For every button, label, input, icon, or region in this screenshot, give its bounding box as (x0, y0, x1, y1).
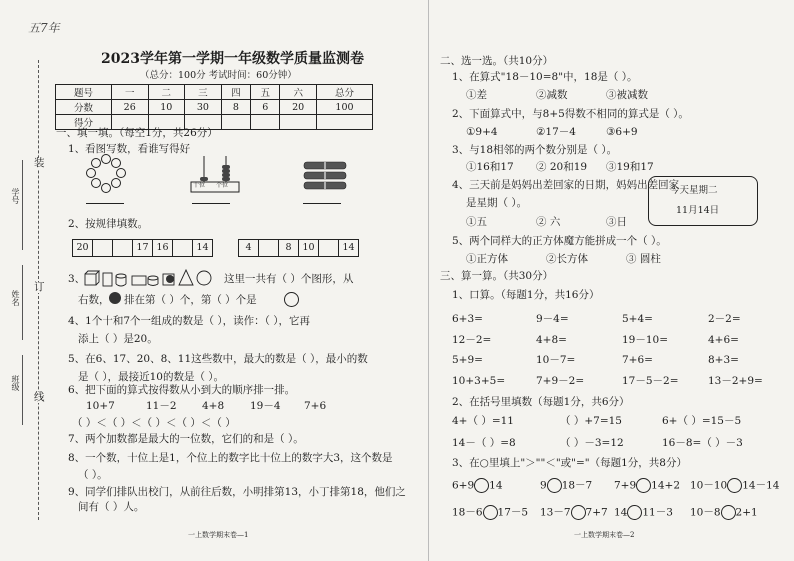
answer-blank-1[interactable] (86, 203, 124, 204)
circle-ring-figure (84, 154, 128, 194)
calc-q3: 3、在○里填上"＞""＜"或"="（每题1分，共8分） (452, 457, 687, 469)
oral-problem: 4+6= (708, 334, 739, 346)
oral-problem: 10－7= (536, 354, 576, 366)
q6-expr: 7+6 (304, 400, 327, 412)
compare-circle[interactable] (483, 505, 498, 520)
seq1-cell[interactable] (173, 240, 193, 256)
choice-q2-opt[interactable]: ①9+4 (466, 126, 498, 138)
score-table-header-row: 题号 一 二 三 四 五 六 总分 (56, 85, 373, 100)
side-char-ding: 订 (34, 281, 45, 293)
calendar-box (648, 176, 758, 226)
seq2-cell[interactable] (259, 240, 279, 256)
choice-q4-opt[interactable]: ①五 (466, 216, 487, 228)
stick-bundles-figure (302, 160, 352, 192)
choice-q5-opt[interactable]: ③ 圆柱 (626, 253, 661, 265)
question-3-text-c: 排在第（ ）个，第（ ）个是 (124, 294, 257, 306)
question-6: 6、把下面的算式按得数从小到大的顺序排一排。 (68, 384, 296, 396)
handwritten-note: 五7年 (28, 21, 60, 35)
q6-order-blanks[interactable]: （ ）＜（ ）＜（ ）＜（ ）＜（ ） (72, 417, 236, 429)
q6-expr: 11－2 (146, 400, 177, 412)
compare-item: 13－7 7+7 (540, 506, 608, 519)
question-3-text-b: 右数， (78, 294, 110, 306)
sequence-2 (238, 239, 359, 257)
oral-problem: 5+9= (452, 354, 483, 366)
fill-problem[interactable]: 14－（ ）=8 (452, 437, 516, 449)
oral-problem: 9－4= (536, 313, 569, 325)
question-3-number: 3、 (68, 273, 86, 285)
score-table-points-row: 分数 26 10 30 8 6 20 100 (56, 100, 373, 115)
choice-q2: 2、下面算式中，与8+5得数不相同的算式是（ ）。 (452, 108, 689, 120)
compare-item: 9 18－7 (540, 479, 593, 492)
page-title: 2023学年第一学期一年级数学质量监测卷 (101, 51, 364, 67)
compare-circle[interactable] (547, 478, 562, 493)
choice-q3-opt[interactable]: ② 20和19 (536, 161, 588, 173)
section-3-heading: 三、算一算。（共30分） (440, 270, 554, 282)
compare-circle[interactable] (571, 505, 586, 520)
oral-problem: 6+3= (452, 313, 483, 325)
side-underline-1 (22, 160, 23, 250)
side-char-xian: 线 (34, 391, 45, 403)
left-footer: 一上数学期末卷—1 (188, 531, 249, 539)
calendar-weekday: 今天星期二 (670, 185, 718, 196)
side-char-zhuang: 装 (34, 157, 45, 169)
fill-problem[interactable]: （ ）+7=15 (560, 415, 622, 427)
choice-q3: 3、与18相邻的两个数分别是（ ）。 (452, 144, 618, 156)
ball-icon (108, 291, 122, 305)
oral-problem: 10+3+5= (452, 375, 506, 387)
choice-q3-opt[interactable]: ③19和17 (606, 161, 654, 173)
section-1-heading: 一、填一填。（每空1分，共26分） (56, 127, 218, 139)
section-2-heading: 二、选一选。（共10分） (440, 55, 554, 67)
abacus-label-tens: 十位 (193, 182, 206, 189)
compare-circle[interactable] (474, 478, 489, 493)
compare-circle[interactable] (727, 478, 742, 493)
choice-q5: 5、两个同样大的正方体魔方能拼成一个（ ）。 (452, 235, 667, 247)
oral-problem: 17－5－2= (622, 375, 679, 387)
oral-problem: 2－2= (708, 313, 741, 325)
side-label-class: 班级 (11, 375, 20, 391)
side-underline-3 (22, 355, 23, 425)
question-2: 2、按规律填数。 (68, 218, 149, 230)
exam-info: （总分：100分 考试时间：60分钟） (140, 70, 297, 81)
q6-expr: 4+8 (202, 400, 225, 412)
oral-problem: 7+6= (622, 354, 653, 366)
calc-q2: 2、在括号里填数（每题1分，共6分） (452, 396, 630, 408)
choice-q4-line2: 是星期（ ）。 (466, 197, 528, 209)
calc-q1: 1、口算。（每题1分，共16分） (452, 289, 600, 301)
calendar-date: 11月14日 (676, 205, 720, 216)
page-fold (428, 0, 429, 561)
choice-q2-opt[interactable]: ②17－4 (536, 126, 576, 138)
compare-circle[interactable] (627, 505, 642, 520)
choice-q4-opt[interactable]: ② 六 (536, 216, 561, 228)
seq1-cell: 17 (133, 240, 153, 256)
oral-problem: 13－2+9= (708, 375, 763, 387)
seq1-cell: 16 (153, 240, 173, 256)
side-underline-2 (22, 265, 23, 340)
compare-item: 6+9 14 (452, 479, 503, 492)
seq1-cell: 14 (196, 242, 209, 253)
question-8-line1: 8、一个数，十位上是1，个位上的数字比十位上的数字大3，这个数是 (68, 452, 393, 464)
choice-q1: 1、在算式"18－10=8"中，18是（ ）。 (452, 71, 638, 83)
seq1-cell[interactable] (113, 240, 133, 256)
circle-icon (284, 292, 299, 307)
question-9-line1: 9、同学们排队出校门，从前往后数，小明排第13，小丁排第18，他们之 (68, 486, 406, 498)
question-5-line2: 是（ ），最接近10的数是（ ）。 (78, 371, 225, 383)
compare-item: 10－10 14－14 (690, 479, 780, 492)
side-label-name: 姓名 (11, 290, 20, 306)
oral-problem: 8+3= (708, 354, 739, 366)
score-table (55, 84, 373, 130)
seq2-cell: 4 (239, 240, 259, 256)
seq2-cell: 8 (279, 240, 299, 256)
compare-circle[interactable] (636, 478, 651, 493)
compare-item: 10－8 2+1 (690, 506, 758, 519)
side-label-student-no: 学号 (11, 188, 20, 204)
right-footer: 一上数学期末卷—2 (574, 531, 635, 539)
compare-item: 18－6 17－5 (452, 506, 529, 519)
q6-expr: 19－4 (250, 400, 281, 412)
compare-circle[interactable] (721, 505, 736, 520)
question-9-line2: 间有（ ）人。 (78, 501, 145, 513)
answer-blank-2[interactable] (192, 203, 230, 204)
choice-q4-opt[interactable]: ③日 (606, 216, 627, 228)
abacus-label-ones: 个位 (216, 182, 229, 189)
seq1-cell: 20 (73, 240, 93, 256)
question-4-line2: 添上（ ）是20。 (78, 333, 158, 345)
oral-problem: 12－2= (452, 334, 492, 346)
question-4-line1: 4、1个十和7个一组成的数是（ ），读作：（ ），它再 (68, 315, 310, 327)
compare-item: 14 11－3 (614, 506, 673, 519)
choice-q2-opt[interactable]: ③6+9 (606, 126, 638, 138)
sequence-1 (72, 239, 213, 257)
fill-problem[interactable]: 16－8=（ ）－3 (662, 437, 743, 449)
fill-problem[interactable]: 6+（ ）=15－5 (662, 415, 742, 427)
seq2-cell: 14 (342, 242, 355, 253)
question-8-line2: （ ）。 (78, 469, 108, 481)
seq2-cell[interactable] (319, 240, 339, 256)
choice-q5-opt[interactable]: ②长方体 (546, 253, 588, 265)
question-5-line1: 5、在6、17、20、8、11这些数中，最大的数是（ ），最小的数 (68, 353, 368, 365)
answer-blank-3[interactable] (303, 203, 341, 204)
oral-problem: 7+9－2= (536, 375, 585, 387)
oral-problem: 5+4= (622, 313, 653, 325)
fill-problem[interactable]: （ ）－3=12 (560, 437, 624, 449)
seq2-cell: 10 (299, 240, 319, 256)
oral-problem: 19－10= (622, 334, 669, 346)
question-3-text-a: 这里一共有（ ）个图形，从 (224, 273, 354, 285)
choice-q3-opt[interactable]: ①16和17 (466, 161, 514, 173)
choice-q1-opt[interactable]: ②减数 (536, 89, 568, 101)
choice-q4-line1: 4、三天前是妈妈出差回家的日期，妈妈出差回家 (452, 179, 680, 191)
q6-expr: 10+7 (86, 400, 115, 412)
compare-item: 7+9 14+2 (614, 479, 681, 492)
choice-q5-opt[interactable]: ①正方体 (466, 253, 508, 265)
seq1-cell[interactable] (93, 240, 113, 256)
question-7: 7、两个加数都是最大的一位数，它们的和是（ ）。 (68, 433, 304, 445)
choice-q1-opt[interactable]: ①差 (466, 89, 487, 101)
question-1: 1、看图写数，看谁写得好 (68, 143, 191, 155)
choice-q1-opt[interactable]: ③被减数 (606, 89, 648, 101)
score-table-got-row: 得分 (56, 115, 373, 130)
oral-problem: 4+8= (536, 334, 567, 346)
shapes-row-figure (84, 268, 220, 288)
fill-problem[interactable]: 4+（ ）=11 (452, 415, 514, 427)
